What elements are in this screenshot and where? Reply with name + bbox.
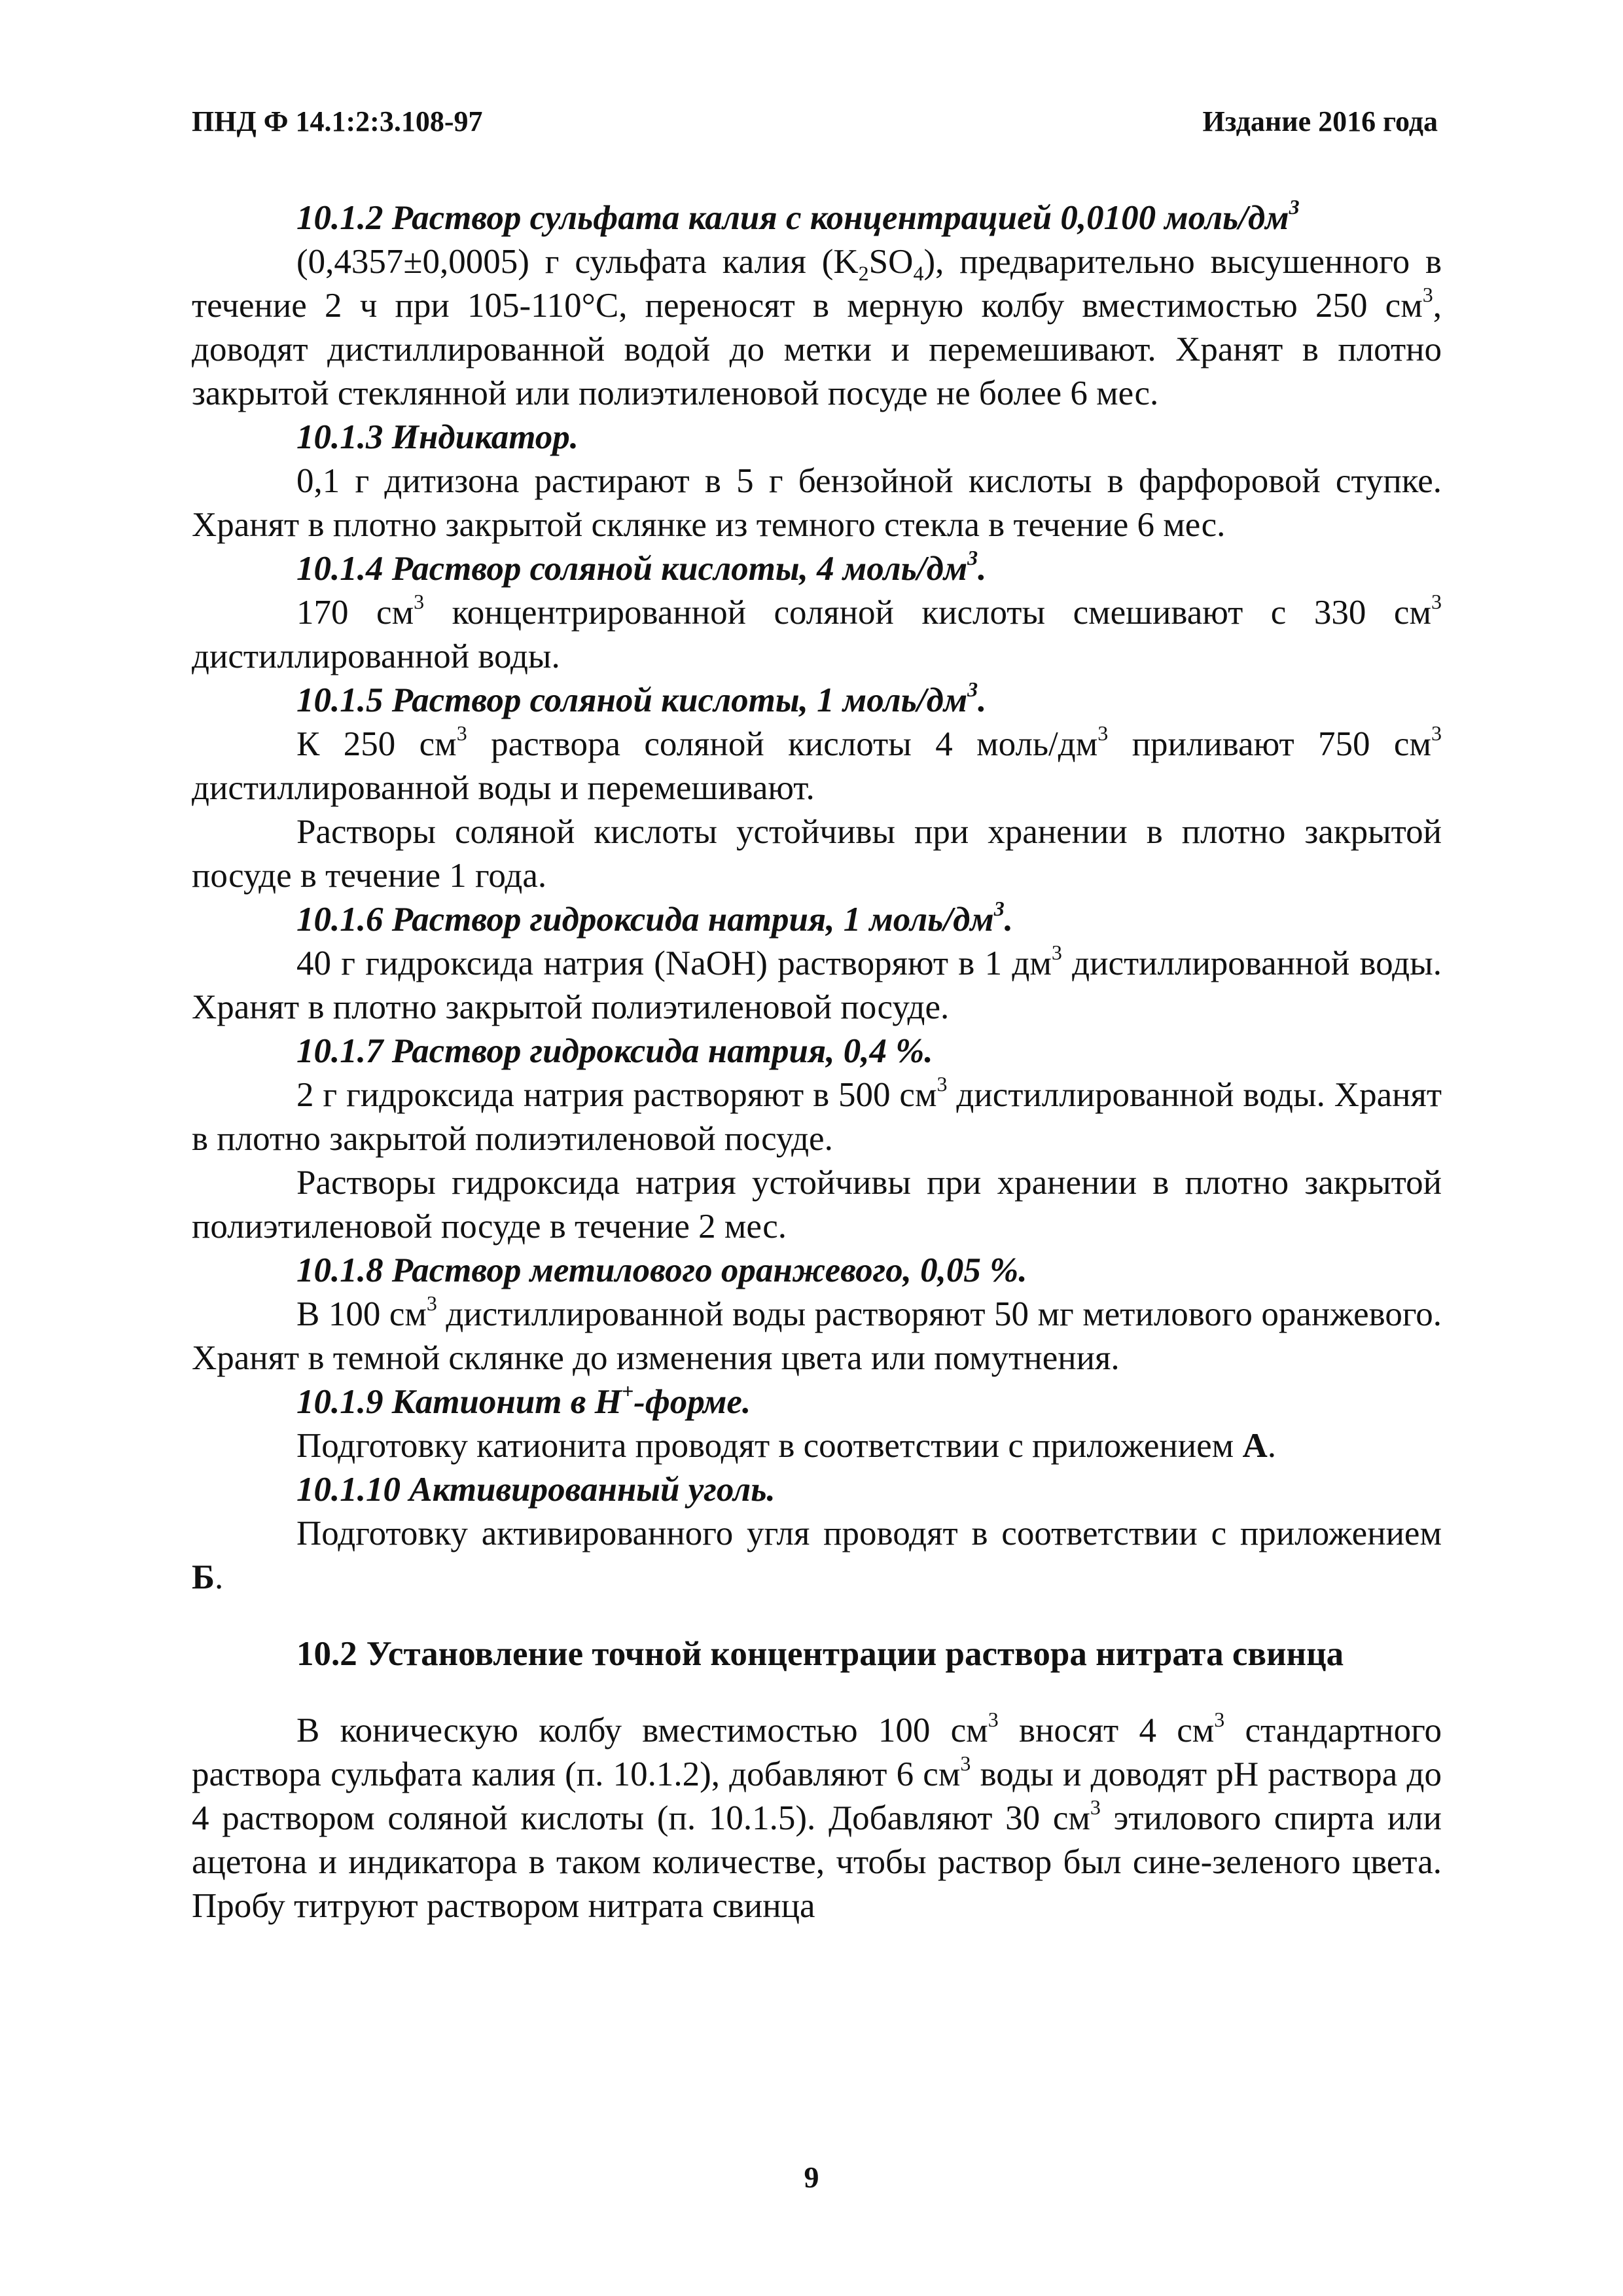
heading-10-1-9: 10.1.9 Катионит в H+-форме.: [296, 1379, 751, 1421]
paragraph-10-1-2: (0,4357±0,0005) г сульфата калия $(K_2SO_4)$, предварительно высушенного в течение 2 ч при 105-110°С, переносят в мерную колбу вместимостью 250 $см^3$, доводят дистиллированной водой до метки и перемешивают. Хранят в плотно закрытой стеклянной или полиэтиленовой посуде не более 6 мес.: [192, 243, 1442, 412]
paragraph-10-1-6: 40 г гидроксида натрия (NaOH) растворяют в 1 $дм^3$ дистиллированной воды. Хранят в плотно закрытой полиэтиленовой посуде.: [192, 941, 1442, 1026]
paragraph-10-1-9: Подготовку катионита проводят в соответствии с приложением А.: [296, 1427, 1276, 1465]
heading-10-1-4: 10.1.4 Раствор соляной кислоты, 4 моль/$дм^3$.: [296, 546, 987, 588]
section-heading-10-2: 10.2 Установление точной концентрации раствора нитрата свинца: [296, 1635, 1344, 1673]
paragraph-10-2: В коническую колбу вместимостью 100 $см^3$ вносят 4 $см^3$ стандартного раствора сульфата калия (п. 10.1.2), добавляют 6 $см^3$ воды и доводят pH раствора до 4 раствором соляной кислоты (п. 10.1.5). Добавляют 30 $см^3$ этилового спирта или ацетона и индикатора в таком количестве, чтобы раствор был сине-зеленого цвета. Пробу титруют раствором нитрата свинца: [192, 1708, 1442, 1925]
paragraph-10-1-8: В 100 $см^3$ дистиллированной воды растворяют 50 мг метилового оранжевого. Хранят в темной склянке до изменения цвета или помутнения.: [192, 1291, 1442, 1377]
paragraph-10-1-5: К 250 $см^3$ раствора соляной кислоты 4 моль/$дм^3$ приливают 750 $см^3$ дистиллированной воды и перемешивают.: [192, 721, 1442, 807]
paragraph-10-1-10: Подготовку активированного угля проводят в соответствии с приложением Б.: [192, 1515, 1442, 1596]
paragraph-10-1-3: 0,1 г дитизона растирают в 5 г бензойной кислоты в фарфоровой ступке. Хранят в плотно закрытой склянке из темного стекла в течение 6 мес.: [192, 462, 1442, 544]
heading-10-1-5: 10.1.5 Раствор соляной кислоты, 1 моль/$дм^3$.: [296, 677, 987, 719]
paragraph-10-1-7: 2 г гидроксида натрия растворяют в 500 $см^3$ дистиллированной воды. Хранят в плотно закрытой полиэтиленовой посуде.: [192, 1072, 1442, 1158]
document-code: ПНД Ф 14.1:2:3.108-97: [192, 105, 483, 137]
paragraph-10-1-7-stability: Растворы гидроксида натрия устойчивы при хранении в плотно закрытой полиэтиленовой посуде в течение 2 мес.: [192, 1164, 1442, 1246]
heading-10-1-7: 10.1.7 Раствор гидроксида натрия, 0,4 %.: [296, 1032, 933, 1070]
paragraph-10-1-5-stability: Растворы соляной кислоты устойчивы при хранении в плотно закрытой посуде в течение 1 года.: [192, 813, 1442, 895]
heading-10-1-6: 10.1.6 Раствор гидроксида натрия, 1 моль/$дм^3$.: [296, 897, 1013, 939]
heading-10-1-10: 10.1.10 Активированный уголь.: [296, 1471, 776, 1509]
page-number: 9: [804, 2161, 819, 2194]
heading-10-1-8: 10.1.8 Раствор метилового оранжевого, 0,05 %.: [296, 1251, 1027, 1289]
page-content: [192, 196, 1442, 1928]
paragraph-10-1-4: 170 $см^3$ концентрированной соляной кислоты смешивают с 330 $см^3$ дистиллированной воды.: [192, 590, 1442, 675]
heading-10-1-2: 10.1.2 Раствор сульфата калия с концентрацией 0,0100 моль/$дм^3$: [296, 195, 1300, 237]
edition-label: Издание 2016 года: [1202, 105, 1438, 137]
heading-10-1-3: 10.1.3 Индикатор.: [296, 418, 579, 456]
